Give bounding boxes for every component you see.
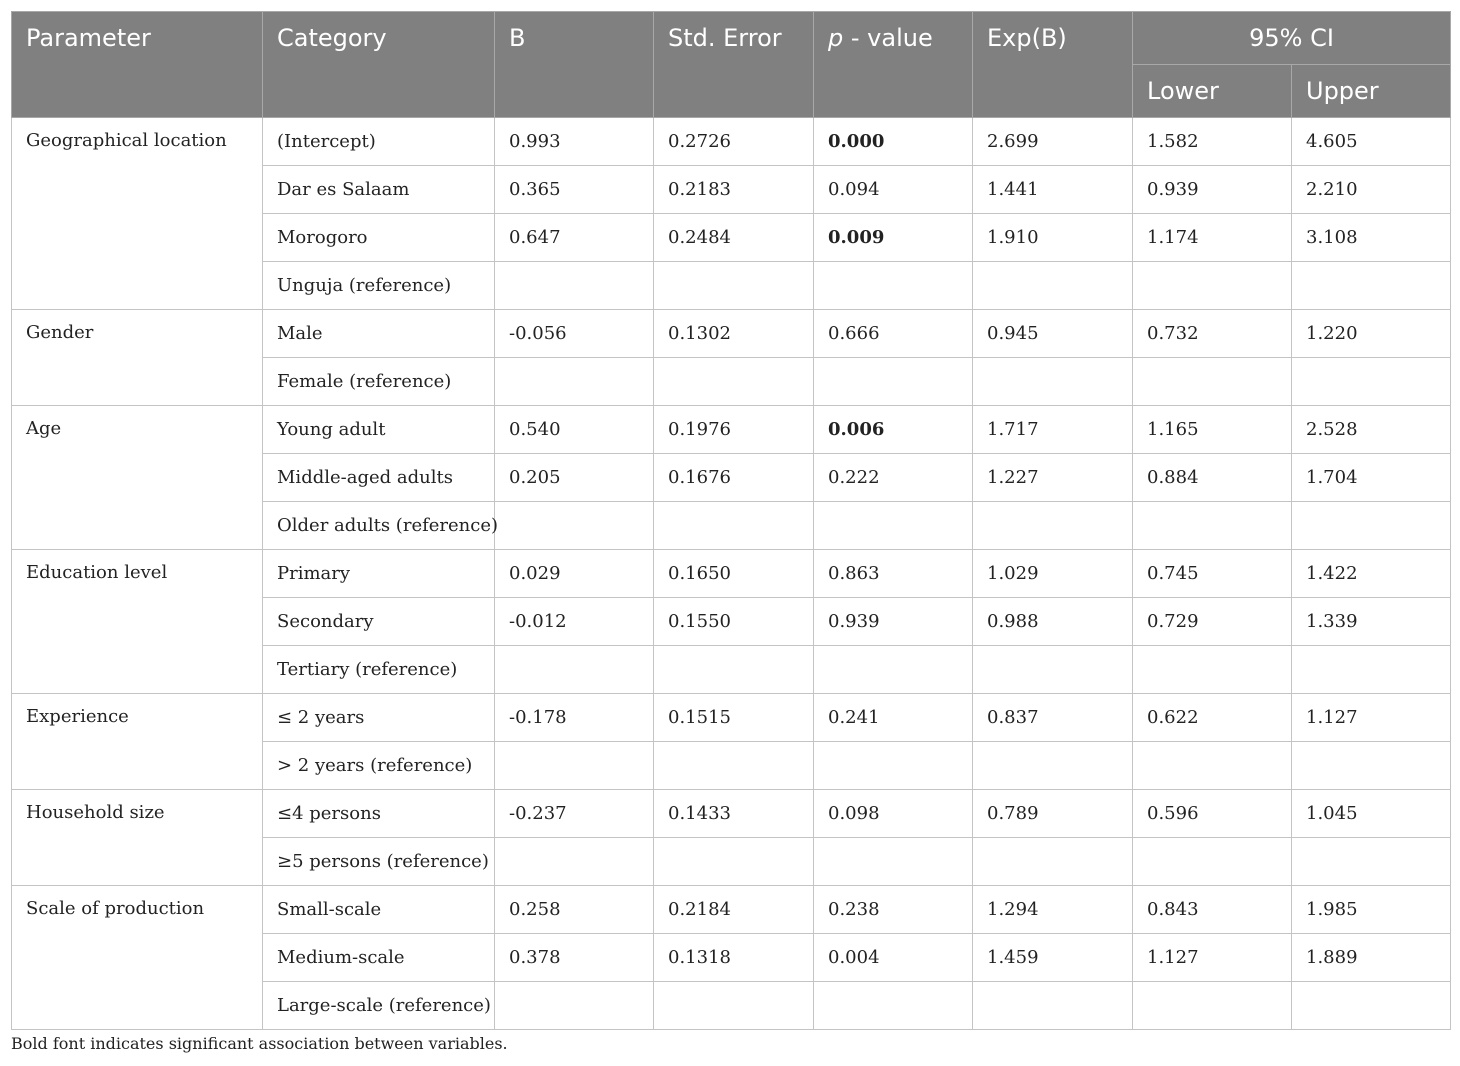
cell-ci-upper: 1.422 — [1292, 550, 1451, 598]
cell-exp-b: 0.988 — [973, 598, 1133, 646]
cell-ci-lower — [1133, 742, 1292, 790]
cell-category: Tertiary (reference) — [263, 646, 495, 694]
cell-ci-lower: 0.884 — [1133, 454, 1292, 502]
cell-ci-lower — [1133, 838, 1292, 886]
cell-std-error: 0.2484 — [654, 214, 814, 262]
cell-p-value — [814, 502, 973, 550]
cell-ci-lower: 0.622 — [1133, 694, 1292, 742]
cell-ci-lower — [1133, 502, 1292, 550]
table-body — [12, 118, 1451, 1030]
header-ci-upper: Upper — [1292, 65, 1451, 118]
cell-category: Small-scale — [263, 886, 495, 934]
header-category: Category — [263, 12, 495, 118]
header-p-italic: p — [828, 24, 844, 52]
cell-b: 0.540 — [495, 406, 654, 454]
cell-ci-upper — [1292, 358, 1451, 406]
cell-p-value: 0.006 — [814, 406, 973, 454]
cell-std-error — [654, 838, 814, 886]
table-row — [12, 886, 1451, 934]
cell-parameter: Experience — [12, 694, 263, 790]
cell-b: 0.258 — [495, 886, 654, 934]
cell-p-value — [814, 262, 973, 310]
cell-b: 0.029 — [495, 550, 654, 598]
cell-ci-lower: 1.582 — [1133, 118, 1292, 166]
cell-category: Medium-scale — [263, 934, 495, 982]
cell-ci-lower — [1133, 262, 1292, 310]
cell-std-error — [654, 742, 814, 790]
cell-category: ≤ 2 years — [263, 694, 495, 742]
cell-ci-lower: 1.127 — [1133, 934, 1292, 982]
cell-category: Middle-aged adults — [263, 454, 495, 502]
cell-b — [495, 982, 654, 1030]
cell-exp-b: 1.294 — [973, 886, 1133, 934]
cell-std-error — [654, 358, 814, 406]
table-row — [12, 118, 1451, 166]
cell-std-error — [654, 502, 814, 550]
header-p-value — [814, 12, 973, 118]
cell-p-value: 0.098 — [814, 790, 973, 838]
cell-exp-b — [973, 742, 1133, 790]
cell-ci-upper: 1.127 — [1292, 694, 1451, 742]
cell-std-error — [654, 262, 814, 310]
cell-p-value — [814, 646, 973, 694]
cell-ci-upper: 1.985 — [1292, 886, 1451, 934]
cell-ci-upper: 2.528 — [1292, 406, 1451, 454]
regression-table — [11, 11, 1451, 1030]
cell-b — [495, 646, 654, 694]
cell-exp-b — [973, 262, 1133, 310]
cell-parameter: Age — [12, 406, 263, 550]
table-row — [12, 310, 1451, 358]
header-ci-lower: Lower — [1133, 65, 1292, 118]
cell-p-value: 0.094 — [814, 166, 973, 214]
header-b: B — [495, 12, 654, 118]
cell-exp-b — [973, 838, 1133, 886]
cell-parameter: Gender — [12, 310, 263, 406]
cell-std-error — [654, 982, 814, 1030]
cell-p-value — [814, 838, 973, 886]
cell-category: Female (reference) — [263, 358, 495, 406]
cell-exp-b — [973, 502, 1133, 550]
cell-p-value: 0.939 — [814, 598, 973, 646]
cell-ci-upper — [1292, 502, 1451, 550]
cell-ci-upper — [1292, 838, 1451, 886]
cell-category: Young adult — [263, 406, 495, 454]
cell-p-value — [814, 742, 973, 790]
cell-b — [495, 262, 654, 310]
cell-b — [495, 838, 654, 886]
cell-ci-upper — [1292, 982, 1451, 1030]
header-exp-b: Exp(B) — [973, 12, 1133, 118]
cell-p-value: 0.241 — [814, 694, 973, 742]
cell-p-value: 0.222 — [814, 454, 973, 502]
cell-b: -0.237 — [495, 790, 654, 838]
header-ci: 95% CI — [1133, 12, 1451, 65]
cell-ci-lower: 0.596 — [1133, 790, 1292, 838]
cell-std-error: 0.1302 — [654, 310, 814, 358]
cell-exp-b: 1.910 — [973, 214, 1133, 262]
header-parameter: Parameter — [12, 12, 263, 118]
cell-b — [495, 502, 654, 550]
cell-std-error: 0.1515 — [654, 694, 814, 742]
cell-p-value: 0.004 — [814, 934, 973, 982]
cell-category: Dar es Salaam — [263, 166, 495, 214]
table-row — [12, 790, 1451, 838]
cell-std-error: 0.1433 — [654, 790, 814, 838]
cell-exp-b: 1.717 — [973, 406, 1133, 454]
cell-ci-lower — [1133, 982, 1292, 1030]
cell-ci-lower — [1133, 358, 1292, 406]
cell-ci-upper: 3.108 — [1292, 214, 1451, 262]
cell-p-value — [814, 982, 973, 1030]
cell-ci-upper — [1292, 646, 1451, 694]
cell-exp-b: 2.699 — [973, 118, 1133, 166]
cell-category: Primary — [263, 550, 495, 598]
table-footnote: Bold font indicates significant association between variables. — [11, 1034, 508, 1053]
cell-ci-lower: 0.729 — [1133, 598, 1292, 646]
cell-std-error — [654, 646, 814, 694]
cell-b: -0.012 — [495, 598, 654, 646]
cell-category: Male — [263, 310, 495, 358]
cell-category: > 2 years (reference) — [263, 742, 495, 790]
table-row — [12, 406, 1451, 454]
cell-category: ≤4 persons — [263, 790, 495, 838]
cell-ci-upper: 1.704 — [1292, 454, 1451, 502]
cell-b — [495, 358, 654, 406]
cell-std-error: 0.1976 — [654, 406, 814, 454]
cell-category: ≥5 persons (reference) — [263, 838, 495, 886]
cell-b: 0.205 — [495, 454, 654, 502]
cell-exp-b: 0.837 — [973, 694, 1133, 742]
header-p-rest: - value — [843, 24, 933, 52]
cell-b: 0.378 — [495, 934, 654, 982]
cell-p-value: 0.863 — [814, 550, 973, 598]
cell-b: 0.993 — [495, 118, 654, 166]
cell-ci-upper: 1.220 — [1292, 310, 1451, 358]
cell-exp-b: 1.459 — [973, 934, 1133, 982]
cell-exp-b — [973, 358, 1133, 406]
cell-ci-upper: 1.889 — [1292, 934, 1451, 982]
cell-std-error: 0.2184 — [654, 886, 814, 934]
cell-std-error: 0.2726 — [654, 118, 814, 166]
cell-exp-b: 1.227 — [973, 454, 1133, 502]
cell-p-value: 0.000 — [814, 118, 973, 166]
cell-category: Secondary — [263, 598, 495, 646]
cell-ci-upper: 1.045 — [1292, 790, 1451, 838]
cell-b: 0.365 — [495, 166, 654, 214]
cell-exp-b: 1.029 — [973, 550, 1133, 598]
cell-p-value — [814, 358, 973, 406]
cell-parameter: Scale of production — [12, 886, 263, 1030]
cell-category: Older adults (reference) — [263, 502, 495, 550]
table-row — [12, 550, 1451, 598]
cell-parameter: Household size — [12, 790, 263, 886]
cell-std-error: 0.1318 — [654, 934, 814, 982]
cell-ci-lower: 1.174 — [1133, 214, 1292, 262]
cell-ci-lower: 0.939 — [1133, 166, 1292, 214]
cell-ci-lower: 0.732 — [1133, 310, 1292, 358]
table-row — [12, 694, 1451, 742]
cell-exp-b: 1.441 — [973, 166, 1133, 214]
regression-table-container — [11, 11, 1450, 1030]
cell-std-error: 0.1550 — [654, 598, 814, 646]
cell-category: Morogoro — [263, 214, 495, 262]
cell-p-value: 0.009 — [814, 214, 973, 262]
cell-category: (Intercept) — [263, 118, 495, 166]
cell-exp-b — [973, 982, 1133, 1030]
header-std-error: Std. Error — [654, 12, 814, 118]
cell-ci-upper: 2.210 — [1292, 166, 1451, 214]
cell-parameter: Geographical location — [12, 118, 263, 310]
cell-ci-upper — [1292, 262, 1451, 310]
cell-category: Large-scale (reference) — [263, 982, 495, 1030]
cell-p-value: 0.238 — [814, 886, 973, 934]
cell-p-value: 0.666 — [814, 310, 973, 358]
cell-ci-lower — [1133, 646, 1292, 694]
cell-b: 0.647 — [495, 214, 654, 262]
cell-exp-b: 0.945 — [973, 310, 1133, 358]
table-header — [12, 12, 1451, 118]
cell-ci-lower: 1.165 — [1133, 406, 1292, 454]
cell-b — [495, 742, 654, 790]
cell-ci-upper: 1.339 — [1292, 598, 1451, 646]
cell-std-error: 0.1650 — [654, 550, 814, 598]
cell-ci-lower: 0.745 — [1133, 550, 1292, 598]
cell-category: Unguja (reference) — [263, 262, 495, 310]
cell-exp-b — [973, 646, 1133, 694]
cell-b: -0.056 — [495, 310, 654, 358]
cell-ci-upper — [1292, 742, 1451, 790]
cell-ci-upper: 4.605 — [1292, 118, 1451, 166]
cell-ci-lower: 0.843 — [1133, 886, 1292, 934]
cell-parameter: Education level — [12, 550, 263, 694]
cell-exp-b: 0.789 — [973, 790, 1133, 838]
cell-std-error: 0.2183 — [654, 166, 814, 214]
cell-b: -0.178 — [495, 694, 654, 742]
cell-std-error: 0.1676 — [654, 454, 814, 502]
